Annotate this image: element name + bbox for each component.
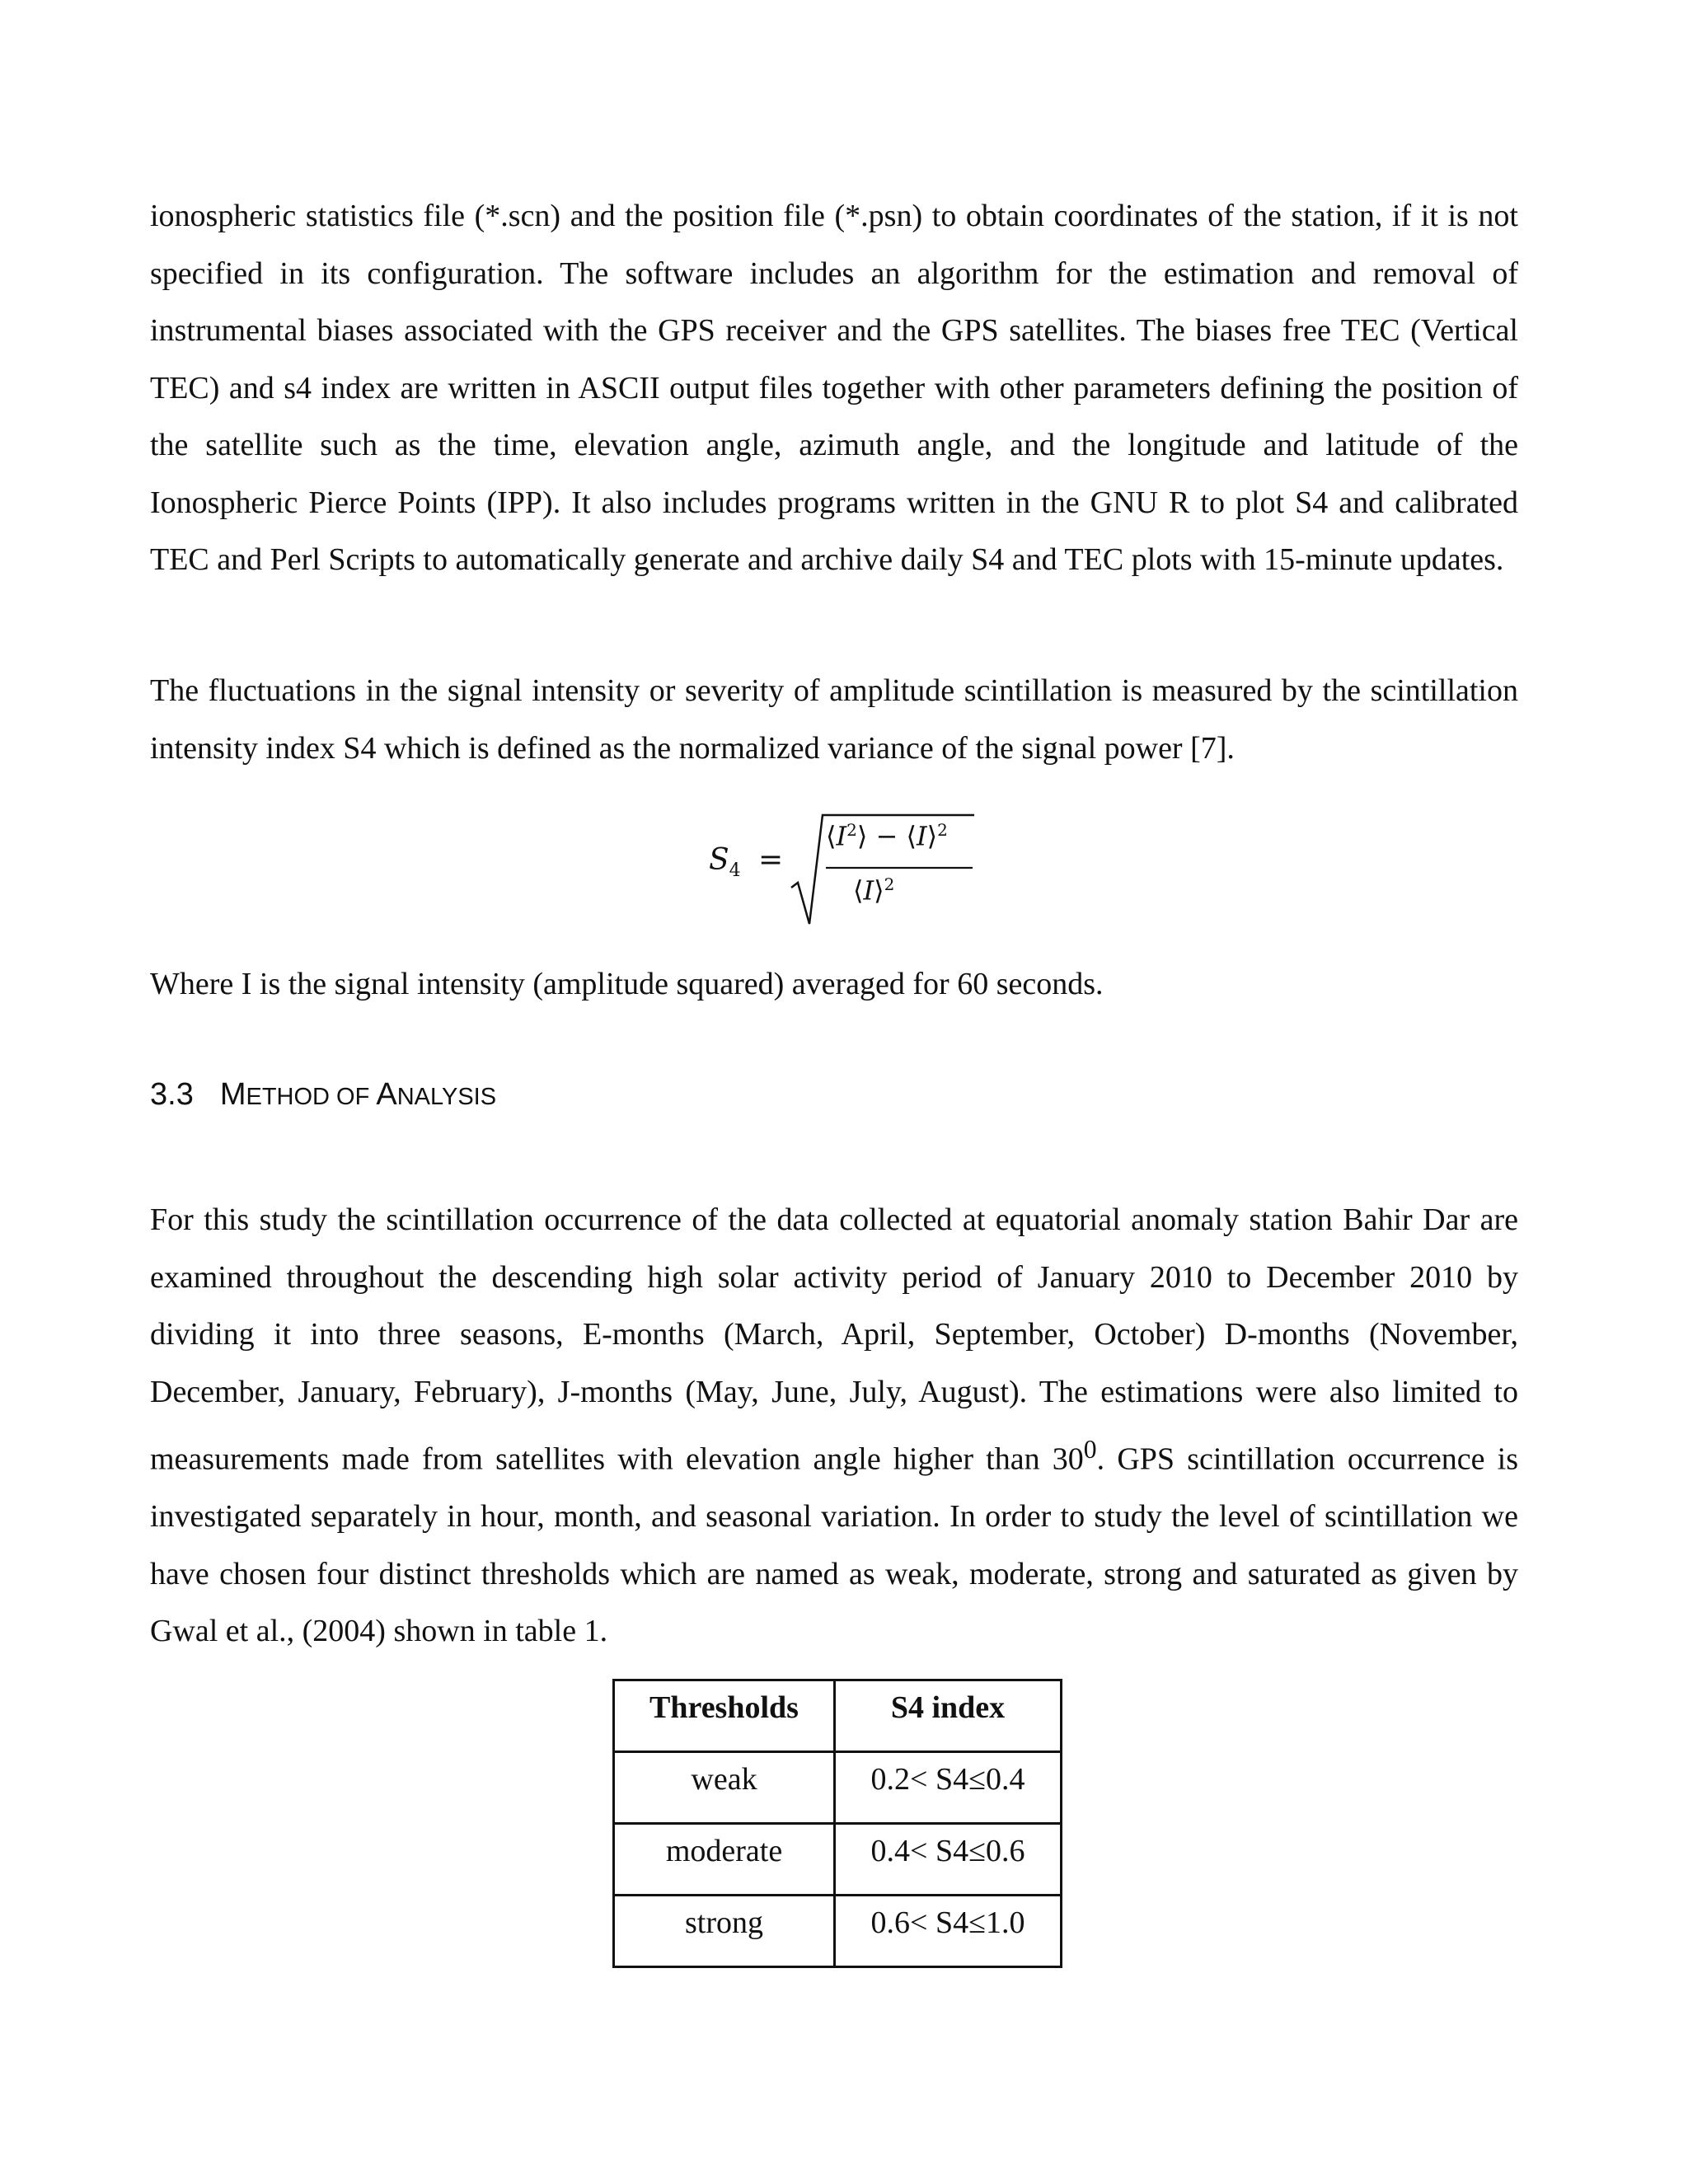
paragraph-software-description: ionospheric statistics file (*.scn) and the position file (*.psn) to obtain coordinates of the station, if it is not specified in its configuration. The software includes an algorithm for the estimation and removal of instrumental biases associated with the GPS receiver and the GPS satellites. The biases free TEC (Vertical TEC) and s4 index are written in ASCII output files together with other parameters defining the position of the satellite such as the time, elevation angle, azimuth angle, and the longitude and latitude of the Ionospheric Pierce Points (IPP). It also includes programs written in the GNU R to plot S4 and calibrated TEC and Perl Scripts to automatically generate and archive daily S4 and TEC plots with 15-minute updates. (150, 199, 1518, 577)
formula-denominator: ⟨I⟩$^2$ (853, 874, 895, 907)
formula-lhs: $S_4$ (709, 843, 741, 882)
section-number: 3.3 (150, 1077, 194, 1112)
section-heading: 3.3 METHOD OF ANALYSIS (150, 1077, 497, 1112)
paragraph-intensity-note: Where I is the signal intensity (amplitude squared) averaged for 60 seconds. (150, 967, 1104, 1001)
table-row (614, 1752, 1062, 1824)
header-thresholds: Thresholds (614, 1680, 835, 1752)
paragraph-method: For this study the scintillation occurrence of the data collected at equatorial anomaly station Bahir Dar are examined throughout the descending high solar activity period of January 2010 to December 2010 by dividing it into three seasons, E-months (March, April, September, October) D-months (November, December, January, February), J-months (May, June, July, August). The estimations were also limited to measurements made from satellites with elevation angle higher than $30^0$. GPS scintillation occurrence is investigated separately in hour, month, and seasonal variation. In order to study the level of scintillation we have chosen four distinct thresholds which are named as weak, moderate, strong and saturated as given by Gwal et al., (2004) shown in table 1. (150, 1202, 1518, 1649)
table-cell: weak (614, 1752, 835, 1824)
formula-equals: = (758, 843, 784, 877)
header-s4-index: S4 index (835, 1680, 1062, 1752)
table-row (614, 1896, 1062, 1967)
formula-numerator: $⟨I^2⟩$ − ⟨I⟩$^2$ (826, 820, 948, 852)
thresholds-table (612, 1679, 1062, 1968)
table-cell: 0.2< S4≤0.4 (835, 1752, 1062, 1824)
paragraph-s4-definition: The fluctuations in the signal intensity or severity of amplitude scintillation is measured by the scintillation intensity index S4 which is defined as the normalized variance of the signal power [7]. (150, 673, 1518, 766)
degree-superscript: 0 (1083, 1435, 1097, 1464)
table-cell: moderate (614, 1824, 835, 1896)
table-cell: 0.6< S4≤1.0 (835, 1896, 1062, 1967)
table-header-row (614, 1680, 1062, 1752)
table-cell: strong (614, 1896, 835, 1967)
table-row (614, 1824, 1062, 1896)
table-cell: 0.4< S4≤0.6 (835, 1824, 1062, 1896)
s4-formula (709, 812, 973, 927)
